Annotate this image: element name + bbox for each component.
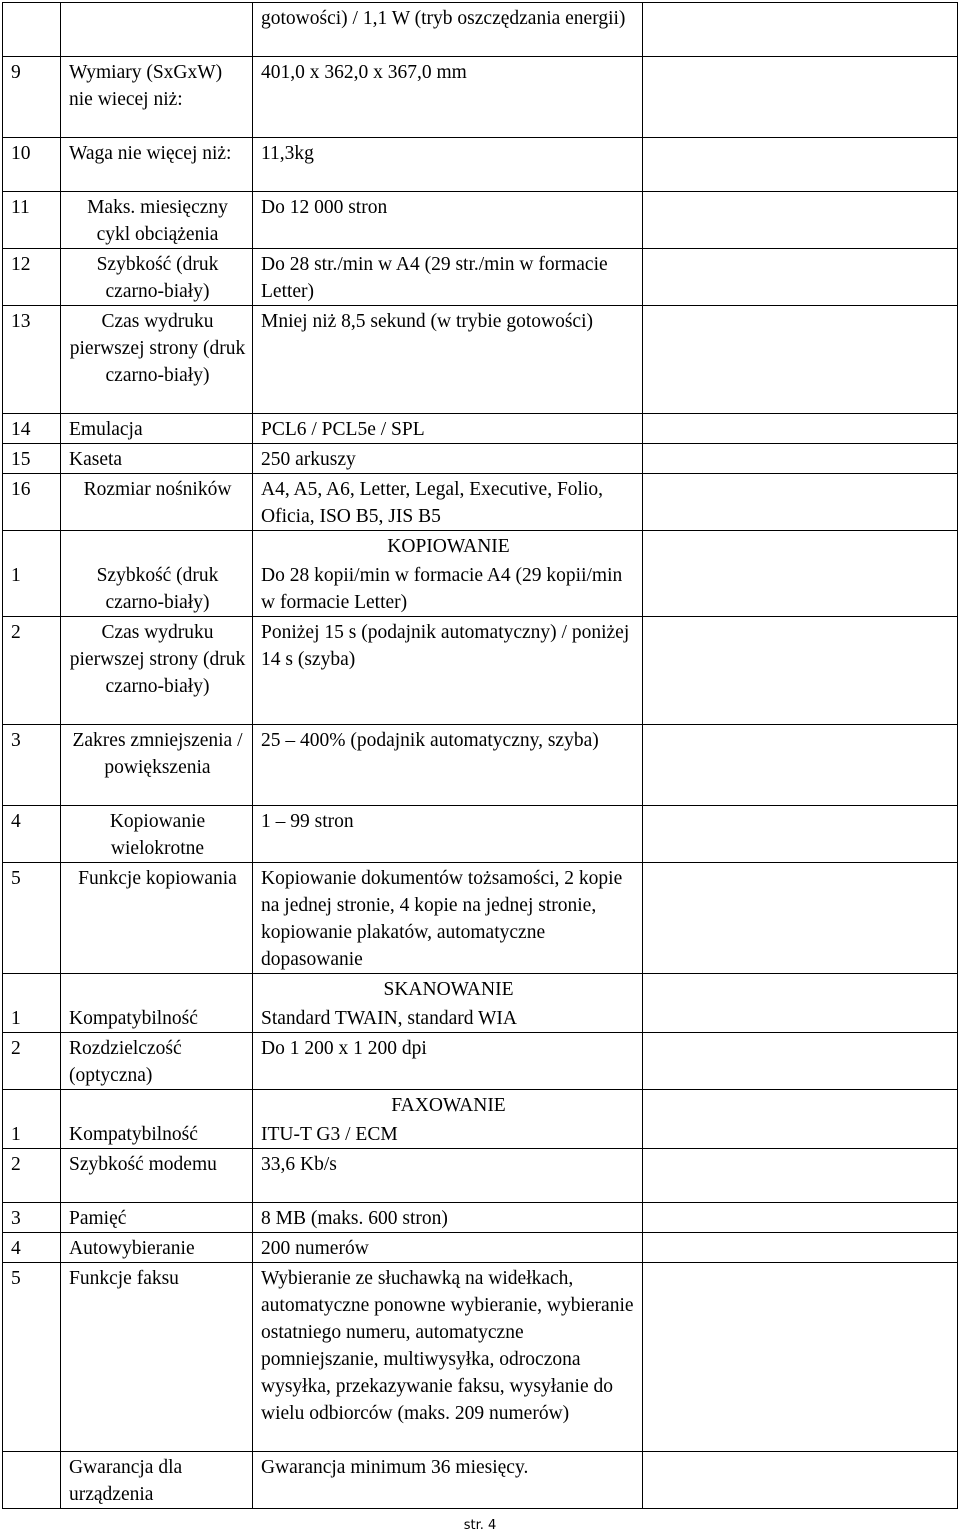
row-value: Poniżej 15 s (podajnik automatyczny) / poniżej 14 s (szyba): [253, 617, 643, 725]
table-row: [3, 1263, 958, 1452]
row-extra: [643, 1203, 958, 1233]
row-value: Do 12 000 stron: [253, 192, 643, 249]
row-number: 15: [3, 444, 61, 474]
row-extra: [643, 414, 958, 444]
row-extra: [643, 249, 958, 306]
row-value: PCL6 / PCL5e / SPL: [253, 414, 643, 444]
row-extra: [643, 192, 958, 249]
page-number: str. 4: [463, 1518, 497, 1533]
row-name: Kaseta: [61, 444, 253, 474]
table-row: [3, 306, 958, 414]
row-name: Maks. miesięczny cykl obciążenia: [61, 192, 253, 249]
row-value: Gwarancja minimum 36 miesięcy.: [253, 1452, 643, 1509]
table-row: [3, 560, 958, 617]
row-number: 14: [3, 414, 61, 444]
row-name: Autowybieranie: [61, 1233, 253, 1263]
row-number: 2: [3, 1033, 61, 1090]
row-value: Do 28 kopii/min w formacie A4 (29 kopii/min w formacie Letter): [253, 560, 643, 617]
row-name: Wymiary (SxGxW) nie wiecej niż:: [61, 57, 253, 138]
row-extra: [643, 1452, 958, 1509]
table-row: [3, 474, 958, 531]
row-number: 2: [3, 1149, 61, 1203]
row-name: Gwarancja dla urządzenia: [61, 1452, 253, 1509]
row-name: Kompatybilność: [61, 1003, 253, 1033]
row-value: Standard TWAIN, standard WIA: [253, 1003, 643, 1033]
row-extra: [643, 3, 958, 57]
row-extra: [643, 617, 958, 725]
row-number: 4: [3, 806, 61, 863]
row-value: Kopiowanie dokumentów tożsamości, 2 kopie na jednej stronie, 4 kopie na jednej stronie, kopiowanie plakatów, automatyczne dopasowanie: [253, 863, 643, 974]
section-row-scan: [3, 974, 958, 1004]
row-name: Funkcje kopiowania: [61, 863, 253, 974]
row-number: 16: [3, 474, 61, 531]
row-number: [3, 3, 61, 57]
row-extra: [643, 57, 958, 138]
table-row: [3, 1003, 958, 1033]
row-name: Czas wydruku pierwszej strony (druk czarno-biały): [61, 306, 253, 414]
section-row-copy: [3, 531, 958, 561]
row-name: Funkcje faksu: [61, 1263, 253, 1452]
row-number: 5: [3, 863, 61, 974]
row-value: ITU-T G3 / ECM: [253, 1119, 643, 1149]
table-row: [3, 1119, 958, 1149]
row-value: 401,0 x 362,0 x 367,0 mm: [253, 57, 643, 138]
row-number: 3: [3, 1203, 61, 1233]
table-row: [3, 138, 958, 192]
section-title-copy: KOPIOWANIE: [253, 531, 643, 561]
row-name: Szybkość modemu: [61, 1149, 253, 1203]
row-number: 1: [3, 1003, 61, 1033]
table-row: [3, 1203, 958, 1233]
row-number: 3: [3, 725, 61, 806]
row-name: Kopiowanie wielokrotne: [61, 806, 253, 863]
row-extra: [643, 1149, 958, 1203]
table-row: [3, 1149, 958, 1203]
row-value: Wybieranie ze słuchawką na widełkach, automatyczne ponowne wybieranie, wybieranie ostatniego numeru, automatyczne pomniejszanie, multiwysyłka, odroczona wysyłka, przekazywanie faksu, wysyłanie do wielu odbiorców (maks. 209 numerów): [253, 1263, 643, 1452]
row-number: 12: [3, 249, 61, 306]
row-extra: [643, 1263, 958, 1452]
row-extra: [643, 474, 958, 531]
specification-table: [2, 2, 958, 1509]
table-row: [3, 192, 958, 249]
row-value: Do 1 200 x 1 200 dpi: [253, 1033, 643, 1090]
row-value: 8 MB (maks. 600 stron): [253, 1203, 643, 1233]
section-row-fax: [3, 1090, 958, 1120]
row-number: 9: [3, 57, 61, 138]
row-name: Rozdzielczość (optyczna): [61, 1033, 253, 1090]
table-row: [3, 1452, 958, 1509]
row-name: Kompatybilność: [61, 1119, 253, 1149]
row-number: 4: [3, 1233, 61, 1263]
row-name: Szybkość (druk czarno-biały): [61, 560, 253, 617]
row-value: 11,3kg: [253, 138, 643, 192]
section-title-scan: SKANOWANIE: [253, 974, 643, 1004]
table-row: [3, 806, 958, 863]
row-name: Waga nie więcej niż:: [61, 138, 253, 192]
row-name: Pamięć: [61, 1203, 253, 1233]
table-row: [3, 57, 958, 138]
row-name: Rozmiar nośników: [61, 474, 253, 531]
table-row: [3, 249, 958, 306]
table-row: [3, 444, 958, 474]
row-name: Zakres zmniejszenia / powiększenia: [61, 725, 253, 806]
table-row: [3, 1233, 958, 1263]
row-extra: [643, 1033, 958, 1090]
table-row: [3, 617, 958, 725]
row-number: [3, 1452, 61, 1509]
row-name: Szybkość (druk czarno-biały): [61, 249, 253, 306]
row-value: 200 numerów: [253, 1233, 643, 1263]
row-extra: [643, 560, 958, 617]
row-number: 10: [3, 138, 61, 192]
section-title-fax: FAXOWANIE: [253, 1090, 643, 1120]
table-row: [3, 1033, 958, 1090]
row-extra: [643, 863, 958, 974]
table-row: [3, 725, 958, 806]
row-number: 11: [3, 192, 61, 249]
row-value: 1 – 99 stron: [253, 806, 643, 863]
row-value: 33,6 Kb/s: [253, 1149, 643, 1203]
row-extra: [643, 806, 958, 863]
row-number: 1: [3, 560, 61, 617]
row-name: [61, 3, 253, 57]
row-name: Czas wydruku pierwszej strony (druk czarno-biały): [61, 617, 253, 725]
row-extra: [643, 306, 958, 414]
row-value: 25 – 400% (podajnik automatyczny, szyba): [253, 725, 643, 806]
row-extra: [643, 1119, 958, 1149]
row-value: Mniej niż 8,5 sekund (w trybie gotowości): [253, 306, 643, 414]
row-name: Emulacja: [61, 414, 253, 444]
row-value: A4, A5, A6, Letter, Legal, Executive, Folio, Oficia, ISO B5, JIS B5: [253, 474, 643, 531]
row-extra: [643, 725, 958, 806]
row-extra: [643, 1003, 958, 1033]
row-value: 250 arkuszy: [253, 444, 643, 474]
row-number: 2: [3, 617, 61, 725]
table-row: [3, 414, 958, 444]
row-value: Do 28 str./min w A4 (29 str./min w formacie Letter): [253, 249, 643, 306]
row-extra: [643, 1233, 958, 1263]
row-extra: [643, 444, 958, 474]
row-value: gotowości) / 1,1 W (tryb oszczędzania energii): [253, 3, 643, 57]
row-number: 1: [3, 1119, 61, 1149]
row-number: 13: [3, 306, 61, 414]
row-extra: [643, 138, 958, 192]
table-row: [3, 3, 958, 57]
table-row: [3, 863, 958, 974]
row-number: 5: [3, 1263, 61, 1452]
